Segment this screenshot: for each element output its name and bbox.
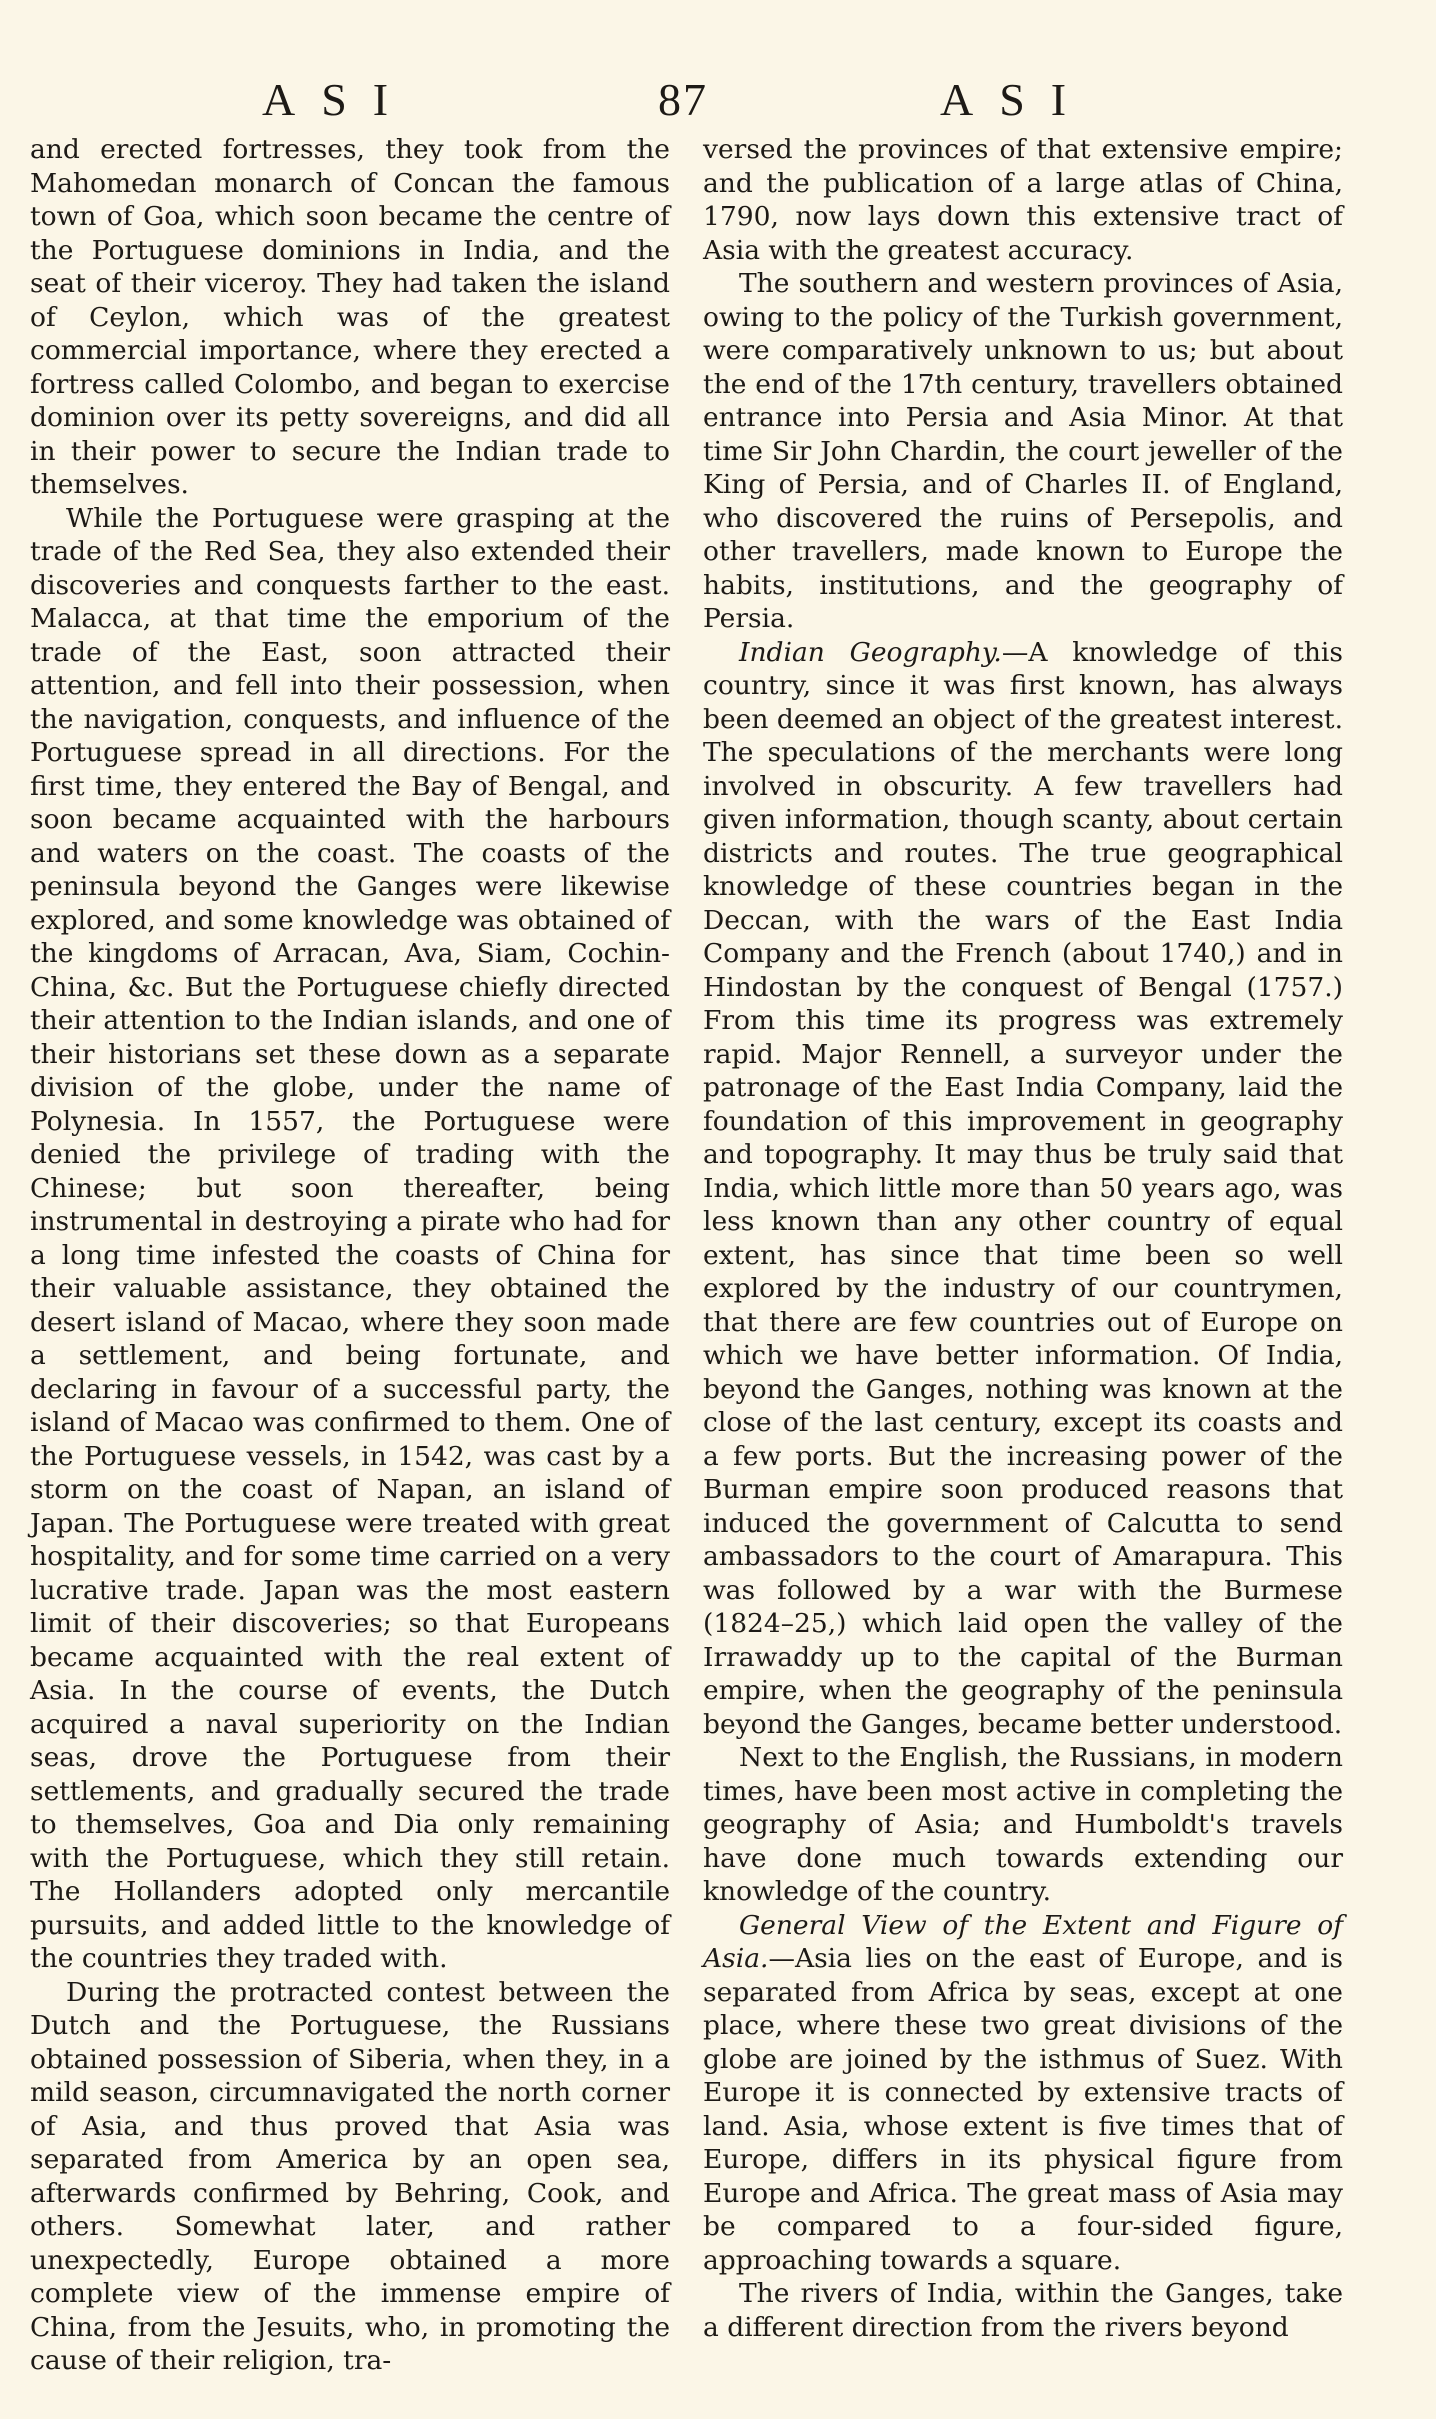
header-left-word: ASI	[262, 74, 415, 125]
right-paragraph-1: versed the provinces of that extensive empire; and the publication of a large atlas of China, 1790, now lays down this extensive tract of Asia with the greatest accuracy.	[703, 134, 1343, 266]
page-number: 87	[658, 74, 708, 125]
section-heading-general-view: General View of the Extent and Figure of Asia.	[703, 1909, 1343, 1974]
right-paragraph-5-body: —Asia lies on the east of Europe, and is separated from Africa by seas, except at one place, where these two great divisions of the globe are joined by the isthmus of Suez. With Europe it is connected by extensive tracts of land. Asia, whose extent is five times that of Europe, differs in its physical figure from Europe and Africa. The great mass of Asia may be compared to a four-sided figure, approaching towards a square.	[703, 1943, 1343, 2276]
left-paragraph-1: and erected fortresses, they took from the Mahomedan monarch of Concan the famous town of Goa, which soon became the centre of the Portuguese dominions in India, and the seat of their viceroy. They had taken the island of Ceylon, which was of the greatest commercial importance, where they erected a fortress called Colombo, and began to exercise dominion over its petty sovereigns, and did all in their power to secure the Indian trade to themselves.	[30, 134, 670, 500]
right-paragraph-2: The southern and western provinces of Asia, owing to the policy of the Turkish government, were comparatively unknown to us; but about the end of the 17th century, travellers obtained entrance into Persia and Asia Minor. At that time Sir John Chardin, the court jeweller of the King of Persia, and of Charles II. of England, who discovered the ruins of Persepolis, and other travellers, made known to Europe the habits, institutions, and the geography of Persia.	[703, 268, 1343, 634]
header-right-word: ASI	[940, 74, 1093, 125]
right-column	[703, 133, 1343, 2344]
right-paragraph-3	[703, 636, 1343, 1742]
left-paragraph-3: During the protracted contest between the Dutch and the Portuguese, the Russians obtained possession of Siberia, when they, in a mild season, circumnavigated the north corner of Asia, and thus proved that Asia was separated from America by an open sea, afterwards confirmed by Behring, Cook, and others. Somewhat later, and rather unexpectedly, Europe obtained a more complete view of the immense empire of China, from the Jesuits, who, in promoting the cause of their religion, tra-	[30, 1976, 670, 2376]
right-paragraph-3-body: —A knowledge of this country, since it was first known, has always been deemed an object of the greatest interest. The speculations of the merchants were long involved in obscurity. A few travellers had given information, though scanty, about certain districts and routes. The true geographical knowledge of these countries began in the Deccan, with the wars of the East India Company and the French (about 1740,) and in Hindostan by the conquest of Bengal (1757.) From this time its progress was extremely rapid. Major Rennell, a surveyor under the patronage of the East India Company, laid the foundation of this improvement in geography and topography. It may thus be truly said that India, which little more than 50 years ago, was less known than any other country of equal extent, has since that time been so well explored by the industry of our countrymen, that there are few countries out of Europe on which we have better information. Of India, beyond the Ganges, nothing was known at the close of the last century, except its coasts and a few ports. But the increasing power of the Burman empire soon produced reasons that induced the government of Calcutta to send ambassadors to the court of Amarapura. This was followed by a war with the Burmese (1824–25,) which laid open the valley of the Irrawaddy up to the capital of the Burman empire, when the geography of the peninsula beyond the Ganges, became better understood.	[703, 636, 1343, 1740]
left-paragraph-2: While the Portuguese were grasping at the trade of the Red Sea, they also extended their discoveries and conquests farther to the east. Malacca, at that time the emporium of the trade of the East, soon attracted their attention, and fell into their possession, when the navigation, conquests, and influence of the Portuguese spread in all directions. For the first time, they entered the Bay of Bengal, and soon became acquainted with the harbours and waters on the coast. The coasts of the peninsula beyond the Ganges were likewise explored, and some knowledge was obtained of the kingdoms of Arracan, Ava, Siam, Cochin-China, &c. But the Portuguese chiefly directed their attention to the Indian islands, and one of their historians set these down as a separate division of the globe, under the name of Polynesia. In 1557, the Portuguese were denied the privilege of trading with the Chinese; but soon thereafter, being instrumental in destroying a pirate who had for a long time infested the coasts of China for their valuable assistance, they obtained the desert island of Macao, where they soon made a settlement, and being fortunate, and declaring in favour of a successful party, the island of Macao was confirmed to them. One of the Portuguese vessels, in 1542, was cast by a storm on the coast of Napan, an island of Japan. The Portuguese were treated with great hospitality, and for some time carried on a very lucrative trade. Japan was the most eastern limit of their discoveries; so that Europeans became acquainted with the real extent of Asia. In the course of events, the Dutch acquired a naval superiority on the Indian seas, drove the Portuguese from their settlements, and gradually secured the trade to themselves, Goa and Dia only remaining with the Portuguese, which they still retain. The Hollanders adopted only mercantile pursuits, and added little to the knowledge of the countries they traded with.	[30, 502, 670, 1974]
left-column	[30, 133, 670, 2378]
right-paragraph-4: Next to the English, the Russians, in modern times, have been most active in completing the geography of Asia; and Humboldt's travels have done much towards extending our knowledge of the country.	[703, 1742, 1343, 1907]
right-paragraph-5	[703, 1909, 1343, 2278]
section-heading-indian-geography: Indian Geography.	[739, 636, 1002, 668]
running-header	[0, 70, 1436, 130]
right-paragraph-6: The rivers of India, within the Ganges, take a different direction from the rivers beyond	[703, 2278, 1343, 2343]
